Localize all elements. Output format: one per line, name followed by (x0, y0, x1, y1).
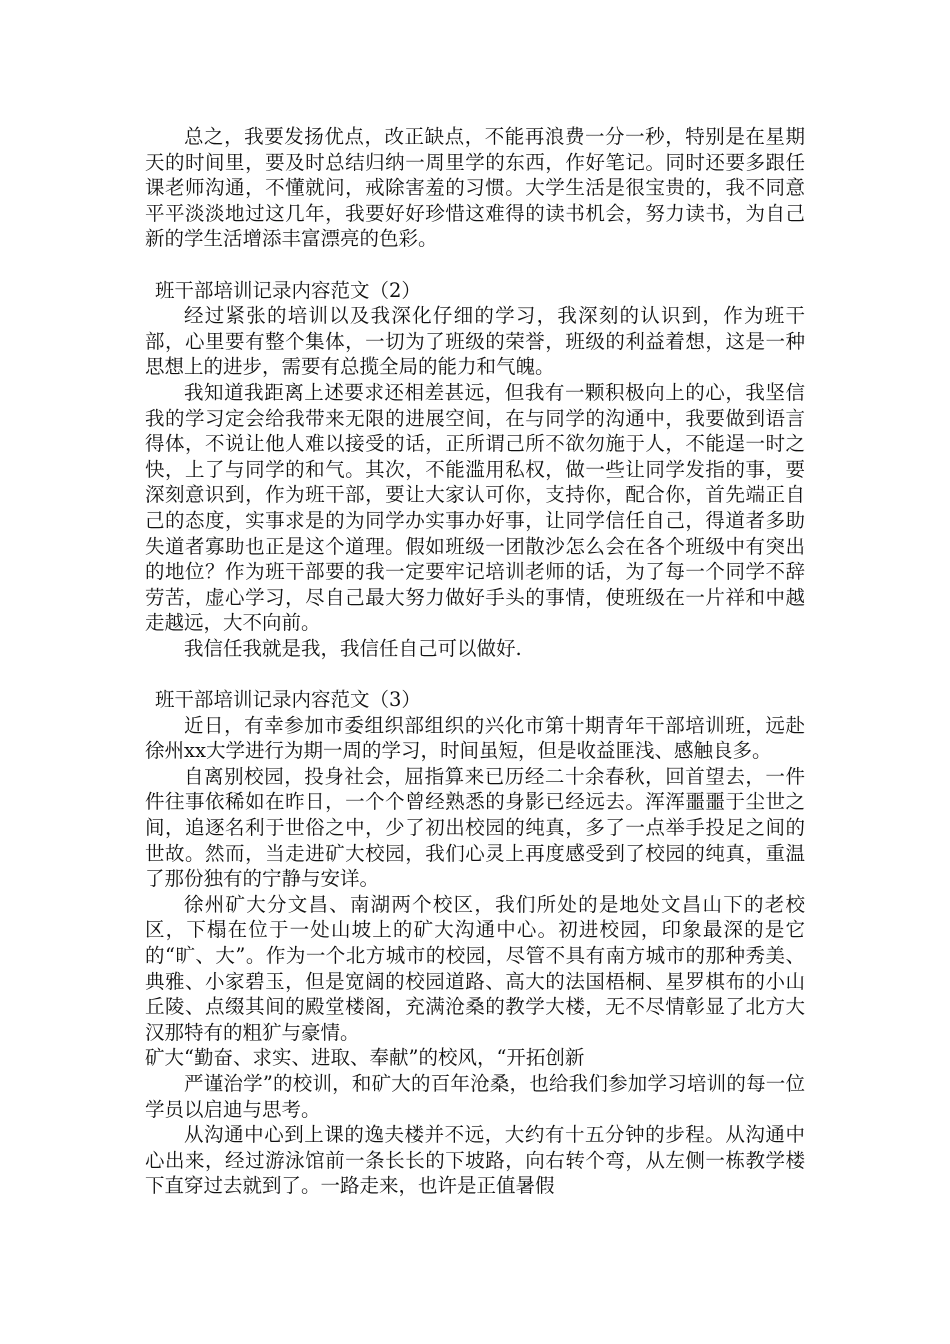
paragraph: 从沟通中心到上课的逸夫楼并不远，大约有十五分钟的步程。从沟通中心出来，经过游泳馆前一条长长的下坡路，向右转个弯，从左侧一栋教学楼下直穿过去就到了。一路走来，也许是正值暑假 (145, 1123, 805, 1198)
paragraph: 矿大“勤奋、求实、进取、奉献”的校风，“开拓创新 (145, 1046, 585, 1070)
paragraph: 自离别校园，投身社会，屈指算来已历经二十余春秋，回首望去，一件件往事依稀如在昨日，一个个曾经熟悉的身影已经远去。浑浑噩噩于尘世之间，追逐名利于世俗之中，少了初出校园的纯真，多了一点举手投足之间的世故。然而，当走进矿大校园，我们心灵上再度感受到了校园的纯真，重温了那份独有的宁静与安详。 (145, 764, 805, 891)
document-page (145, 124, 805, 1199)
paragraph: 严谨治学”的校训，和矿大的百年沧桑，也给我们参加学习培训的每一位学员以启迪与思考。 (145, 1071, 805, 1121)
paragraph: 总之，我要发扬优点，改正缺点，不能再浪费一分一秒，特别是在星期天的时间里，要及时总结归纳一周里学的东西，作好笔记。同时还要多跟任课老师沟通，不懂就问，戒除害羞的习惯。大学生活是很宝贵的，我不同意平平淡淡地过这几年，我要好好珍惜这难得的读书机会，努力读书，为自己新的学生活增添丰富漂亮的色彩。 (145, 125, 805, 251)
section-heading: 班干部培训记录内容范文（2） (155, 278, 421, 302)
paragraph: 近日，有幸参加市委组织部组织的兴化市第十期青年干部培训班，远赴徐州xx大学进行为期一周的学习，时间虽短，但是收益匪浅、感触良多。 (145, 713, 805, 763)
paragraph: 我知道我距离上述要求还相差甚远，但我有一颗积极向上的心，我坚信我的学习定会给我带来无限的进展空间，在与同学的沟通中，我要做到语言得体，不说让他人难以接受的话，正所谓己所不欲勿施于人，不能逞一时之快，上了与同学的和气。其次，不能滥用私权，做一些让同学发指的事，要深刻意识到，作为班干部，要让大家认可你，支持你，配合你，首先端正自己的态度，实事求是的为同学办实事办好事，让同学信任自己，得道者多助失道者寡助也正是这个道理。假如班级一团散沙怎么会在各个班级中有突出的地位？作为班干部要的我一定要牢记培训老师的话，为了每一个同学不辞劳苦，虚心学习，尽自己最大努力做好手头的事情，使班级在一片祥和中越走越远，大不向前。 (145, 380, 805, 635)
paragraph: 徐州矿大分文昌、南湖两个校区，我们所处的是地处文昌山下的老校区，下榻在位于一处山坡上的矿大沟通中心。初进校园，印象最深的是它的“旷、大”。作为一个北方城市的校园，尽管不具有南方城市的那种秀美、典雅、小家碧玉，但是宽阔的校园道路、高大的法国梧桐、星罗棋布的小山丘陵、点缀其间的殿堂楼阁，充满沧桑的教学大楼，无不尽情彰显了北方大汉那特有的粗犷与豪情。 (145, 892, 805, 1044)
paragraph: 经过紧张的培训以及我深化仔细的学习，我深刻的认识到，作为班干部，心里要有整个集体，一切为了班级的荣誉，班级的利益着想，这是一种思想上的进步，需要有总揽全局的能力和气魄。 (145, 304, 805, 379)
spacer (145, 661, 805, 687)
spacer (145, 252, 805, 278)
section-heading: 班干部培训记录内容范文（3） (155, 688, 421, 712)
paragraph: 我信任我就是我，我信任自己可以做好. (184, 636, 522, 660)
